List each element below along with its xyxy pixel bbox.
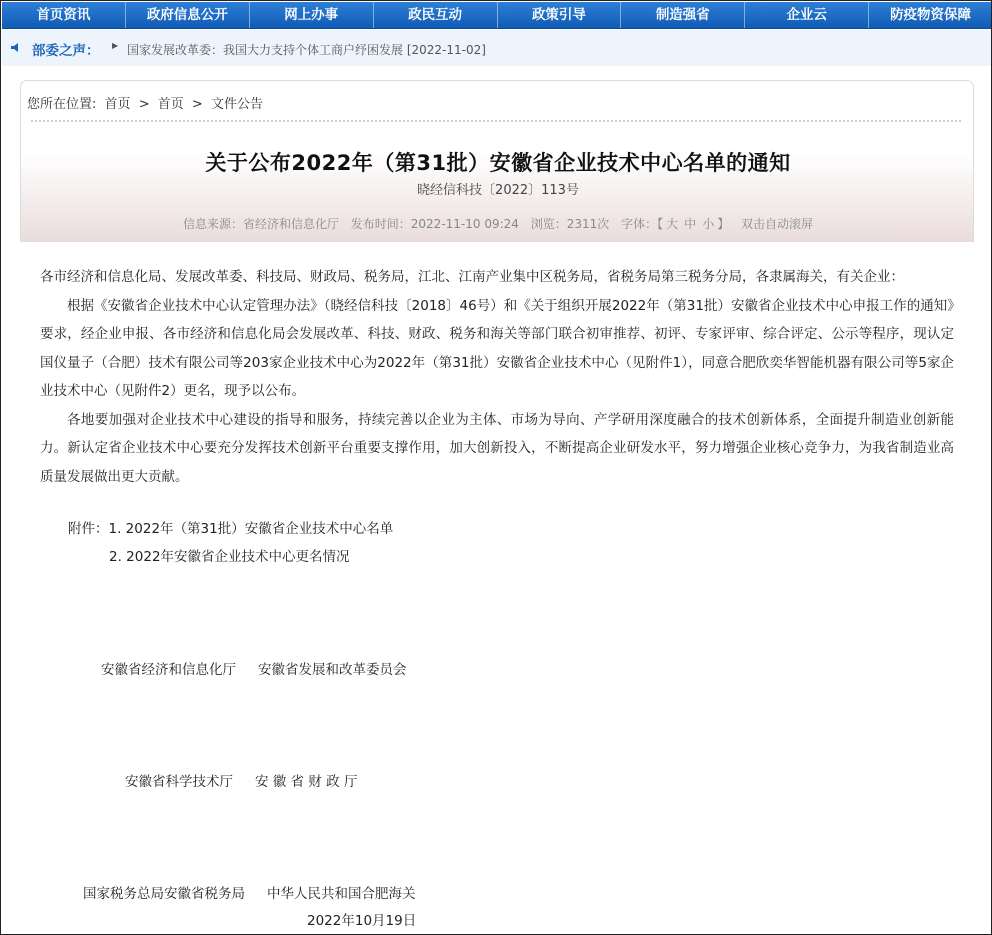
font-size-control xyxy=(621,217,729,231)
nav-item-policy[interactable]: 政策引导 xyxy=(498,2,622,28)
attachment-link-1[interactable]: 1. 2022年（第31批）安徽省企业技术中心名单 xyxy=(108,521,394,537)
font-size-label: 字体： xyxy=(621,217,658,231)
document-number: 晓经信科技〔2022〕113号 xyxy=(417,183,579,198)
ticker-news-link[interactable]: 国家发展改革委：我国大力支持个体工商户纾困发展 [2022-11-02] xyxy=(127,43,486,57)
speaker-icon xyxy=(11,42,20,53)
meta-publish-time: 发布时间：2022-11-10 09:24 xyxy=(350,217,519,231)
breadcrumb xyxy=(27,93,267,112)
attachments-label: 附件： xyxy=(68,521,109,537)
font-size-small-button[interactable]: 小 xyxy=(702,217,715,231)
issue-date: 2022年10月19日 xyxy=(307,913,417,929)
article-header-panel xyxy=(20,80,974,242)
article-paragraph: 根据《安徽省企业技术中心认定管理办法》（晓经信科技〔2018〕46号）和《关于组织开展2022年（第31批）安徽省企业技术中心申报工作的通知》要求，经企业申报、各市经济和信息化局会发展改革、科技、财政、税务和海关等部门联合初审推荐、初评、专家评审、综合评定、公示等程序，现认定国仪量子（合肥）技术有限公司等203家企业技术中心为2022年（第31批）安徽省企业技术中心（见附件1），同意合肥欣奕华智能机器有限公司等5家企业技术中心（见附件2）更名，现予以公布。 xyxy=(40,297,954,399)
auto-scroll-hint: 双击自动滚屏 xyxy=(741,217,814,231)
breadcrumb-file-notices[interactable]: 文件公告 xyxy=(210,97,263,112)
breadcrumb-prefix: 您所在位置: xyxy=(27,97,97,112)
signatory: 安徽省经济和信息化厅 xyxy=(101,662,236,678)
nav-item-epidemic-supplies[interactable]: 防疫物资保障 xyxy=(890,7,972,23)
signatory-row-1 xyxy=(101,658,407,678)
article-title: 关于公布2022年（第31批）安徽省企业技术中心名单的通知 xyxy=(205,151,791,175)
nav-item-home-news[interactable]: 首页资讯 xyxy=(2,2,126,28)
article-salutation: 各市经济和信息化局、发展改革委、科技局、财政局、税务局，江北、江南产业集中区税务局，省税务局第三税务分局，各隶属海关，有关企业： xyxy=(40,269,904,285)
font-size-medium-button[interactable]: 中 xyxy=(684,217,697,231)
font-size-bracket-open: 【 xyxy=(657,217,664,231)
signatory-row-2 xyxy=(125,770,357,790)
signatory: 国家税务总局安徽省税务局 xyxy=(83,886,245,902)
article-meta xyxy=(21,215,975,232)
breadcrumb-home-2[interactable]: 首页 xyxy=(157,97,184,112)
article-body xyxy=(40,263,954,491)
nav-item-interaction[interactable]: 政民互动 xyxy=(374,2,498,28)
signatory: 中华人民共和国合肥海关 xyxy=(267,886,416,902)
signatory: 安徽省发展和改革委员会 xyxy=(258,662,407,678)
ticker-arrow-icon: ▶ xyxy=(112,41,119,50)
attachments xyxy=(68,515,393,571)
nav-item-online-services[interactable]: 网上办事 xyxy=(250,2,374,28)
nav-item-gov-info[interactable]: 政府信息公开 xyxy=(126,2,250,28)
signatory: 安 徽 省 财 政 厅 xyxy=(255,774,358,790)
signatory-row-3 xyxy=(83,882,416,902)
font-size-bracket-close: 】 xyxy=(717,217,730,231)
news-ticker xyxy=(2,30,992,66)
nav-item-enterprise-cloud[interactable]: 企业云 xyxy=(745,2,869,28)
top-nav xyxy=(2,2,992,29)
attachment-link-2[interactable]: 2. 2022年安徽省企业技术中心更名情况 xyxy=(109,549,350,565)
signatory: 安徽省科学技术厅 xyxy=(125,774,233,790)
breadcrumb-home[interactable]: 首页 xyxy=(104,97,131,112)
article-paragraph: 各地要加强对企业技术中心建设的指导和服务，持续完善以企业为主体、市场为导向、产学研用深度融合的技术创新体系，全面提升制造业创新能力。新认定省企业技术中心要充分发挥技术创新平台重要支撑作用，加大创新投入，不断提高企业研发水平，努力增强企业核心竞争力，为我省制造业高质量发展做出更大贡献。 xyxy=(40,411,954,485)
font-size-large-button[interactable]: 大 xyxy=(666,217,679,231)
dotted-divider xyxy=(31,120,961,122)
breadcrumb-separator: > xyxy=(138,97,150,112)
meta-views: 浏览：2311次 xyxy=(530,217,610,231)
nav-item-manufacturing[interactable]: 制造强省 xyxy=(621,2,745,28)
ticker-label: 部委之声： xyxy=(32,43,100,59)
meta-source: 信息来源：省经济和信息化厅 xyxy=(182,217,339,231)
breadcrumb-separator: > xyxy=(191,97,203,112)
